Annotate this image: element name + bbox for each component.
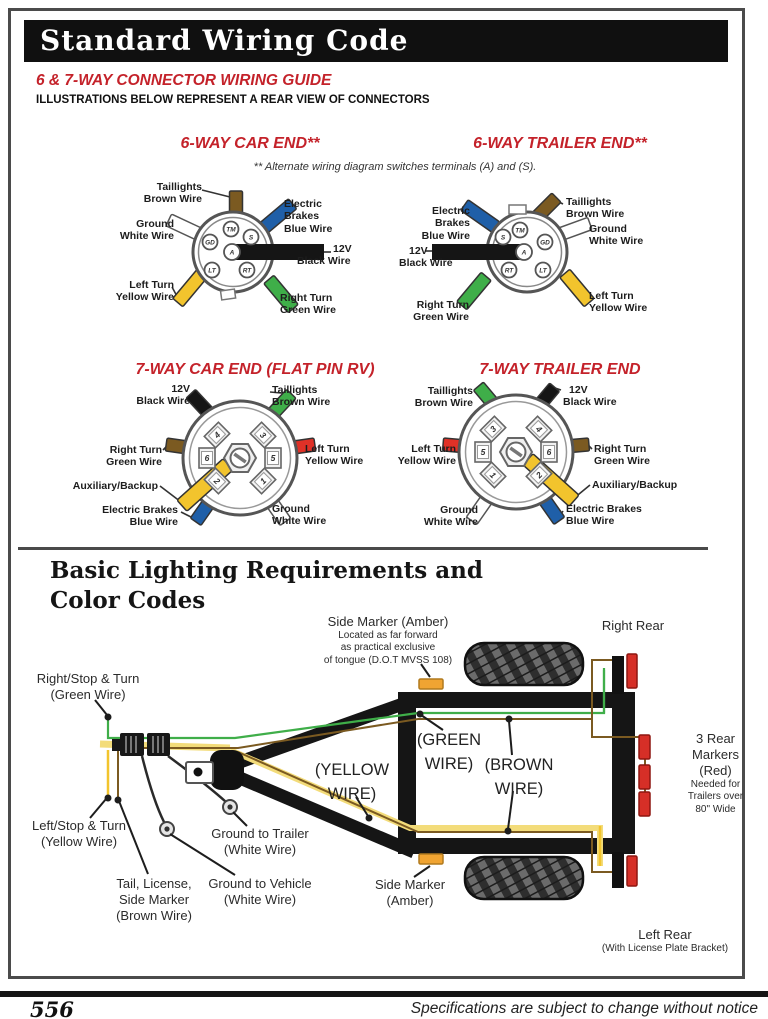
six-way-trailer-title: 6-WAY TRAILER END** (473, 135, 647, 152)
label-electric-brakes: Electric Brakes Blue Wire (566, 503, 642, 528)
label-12v: 12V Black Wire (136, 383, 190, 408)
pin-rt (502, 263, 517, 278)
seven-way-trailer-title: 7-WAY TRAILER END (479, 361, 641, 378)
footer-rule (0, 991, 768, 997)
pin-s (496, 230, 511, 245)
svg-text:TM: TM (515, 227, 525, 235)
label-electric-brakes: Electric Brakes Blue Wire (102, 504, 178, 529)
guide-subheading: ILLUSTRATIONS BELOW REPRESENT A REAR VIEW OF CONNECTORS (36, 94, 430, 106)
side-marker-amber-bottom (419, 854, 443, 864)
svg-text:S: S (248, 234, 254, 242)
label-ground-to-vehicle: Ground to Vehicle (White Wire) (208, 876, 312, 907)
label-left-turn: Left Turn Yellow Wire (397, 443, 456, 468)
label-brown-wire: (BROWN WIRE) (484, 756, 554, 798)
label-right-turn: Right Turn Green Wire (106, 444, 162, 469)
label-taillights: Taillights Brown Wire (143, 181, 202, 206)
left-rear-light (612, 852, 637, 888)
svg-text:4: 4 (211, 429, 223, 441)
label-side-marker-top: Side Marker (Amber) Located as far forward as practical exclusive of tongue (D.O.T MVSS 108) (323, 614, 453, 666)
label-right-turn: Right Turn Green Wire (280, 292, 336, 317)
pin-6 (199, 448, 215, 468)
label-taillights: Taillights Brown Wire (566, 196, 625, 221)
guide-heading: 6 & 7-WAY CONNECTOR WIRING GUIDE (36, 72, 332, 89)
svg-text:GD: GD (205, 239, 215, 247)
label-green-wire: (GREEN WIRE) (416, 731, 482, 773)
right-rear-light (612, 654, 637, 694)
svg-text:A: A (521, 249, 527, 257)
pin-tm (513, 223, 528, 238)
label-ground: Ground White Wire (423, 504, 478, 529)
label-auxiliary: Auxiliary/Backup (72, 480, 158, 492)
label-electric-brakes: Electric Brakes Blue Wire (421, 205, 470, 242)
svg-text:5: 5 (270, 453, 276, 463)
pin-gd (203, 235, 218, 250)
title-bar (24, 20, 728, 62)
pin-a (224, 244, 240, 260)
label-ground: Ground White Wire (272, 503, 327, 528)
pin-gd (538, 235, 553, 250)
keyway-tab (509, 205, 526, 214)
label-12v: 12V Black Wire (563, 384, 617, 409)
ring-terminal-vehicle (160, 822, 174, 836)
pin-tm (224, 222, 239, 237)
label-ground: Ground White Wire (589, 223, 644, 248)
label-left-stop-turn: Left/Stop & Turn (Yellow Wire) (32, 818, 126, 849)
hitch-hole (194, 768, 203, 777)
coupler (210, 750, 244, 790)
pin-s (244, 230, 259, 245)
alternate-wiring-note: ** Alternate wiring diagram switches terminals (A) and (S). (253, 161, 537, 173)
svg-text:RT: RT (504, 267, 514, 275)
svg-text:2: 2 (211, 475, 223, 487)
label-tail-license: Tail, License, Side Marker (Brown Wire) (116, 876, 192, 923)
basic-lighting-heading: Basic Lighting Requirements and Color Codes (50, 557, 483, 615)
svg-text:1: 1 (257, 475, 269, 487)
pin-lt (205, 263, 220, 278)
three-rear-markers (639, 735, 650, 816)
svg-text:1: 1 (487, 469, 499, 481)
svg-text:6: 6 (546, 447, 552, 457)
pin-rt (240, 263, 255, 278)
pin-lt (536, 263, 551, 278)
svg-text:3: 3 (257, 429, 269, 441)
label-left-rear: Left Rear (With License Plate Bracket) (601, 927, 729, 954)
label-left-turn: Left Turn Yellow Wire (115, 279, 174, 304)
svg-text:5: 5 (480, 447, 486, 457)
pin-6 (541, 442, 557, 462)
label-ground-to-trailer: Ground to Trailer (White Wire) (211, 826, 309, 857)
svg-text:S: S (500, 234, 506, 242)
svg-text:GD: GD (540, 239, 550, 247)
label-auxiliary: Auxiliary/Backup (592, 479, 678, 491)
pin-5 (265, 448, 281, 468)
svg-text:4: 4 (533, 423, 545, 435)
svg-text:2: 2 (533, 469, 545, 481)
footer-note: Specifications are subject to change without notice (410, 1000, 758, 1017)
six-way-car-title: 6-WAY CAR END** (180, 135, 320, 152)
bottom-tire-icon (465, 857, 583, 899)
label-electric-brakes: Electric Brakes Blue Wire (284, 198, 333, 235)
label-taillights: Taillights Brown Wire (414, 385, 473, 410)
pin-a (516, 244, 532, 260)
label-yellow-wire: (YELLOW WIRE) (314, 761, 390, 803)
label-12v: 12V Black Wire (399, 245, 453, 270)
page-title: Standard Wiring Code (40, 24, 409, 57)
ring-terminal-trailer (223, 800, 237, 814)
ground-to-vehicle-wire (142, 756, 164, 822)
pin-5 (475, 442, 491, 462)
label-left-turn: Left Turn Yellow Wire (589, 290, 648, 315)
label-left-turn: Left Turn Yellow Wire (305, 443, 364, 468)
label-taillights: Taillights Brown Wire (272, 384, 331, 409)
svg-text:TM: TM (226, 226, 236, 234)
label-side-marker-bottom: Side Marker (Amber) (374, 877, 446, 908)
wiring-plugs (112, 733, 170, 756)
label-ground: Ground White Wire (119, 218, 174, 243)
top-tire-icon (465, 643, 583, 685)
seven-way-car-title: 7-WAY CAR END (FLAT PIN RV) (135, 361, 375, 378)
label-right-turn: Right Turn Green Wire (413, 299, 469, 324)
svg-text:A: A (229, 249, 235, 257)
label-right-stop-turn: Right/Stop & Turn (Green Wire) (36, 671, 140, 702)
svg-text:6: 6 (204, 453, 210, 463)
side-marker-amber-top (419, 679, 443, 689)
svg-text:LT: LT (208, 267, 216, 275)
tongue-beam-top (240, 700, 414, 762)
svg-text:3: 3 (487, 423, 499, 435)
label-right-rear: Right Rear (601, 618, 665, 633)
section-divider (18, 547, 708, 550)
keyway-tab (221, 289, 236, 300)
label-right-turn: Right Turn Green Wire (594, 443, 650, 468)
label-three-rear-markers: 3 Rear Markers (Red) Needed for Trailers over 80" Wide (687, 731, 744, 815)
svg-text:RT: RT (242, 267, 252, 275)
label-12v: 12V Black Wire (297, 243, 352, 268)
svg-text:LT: LT (539, 267, 547, 275)
page-number: 556 (30, 997, 74, 1019)
